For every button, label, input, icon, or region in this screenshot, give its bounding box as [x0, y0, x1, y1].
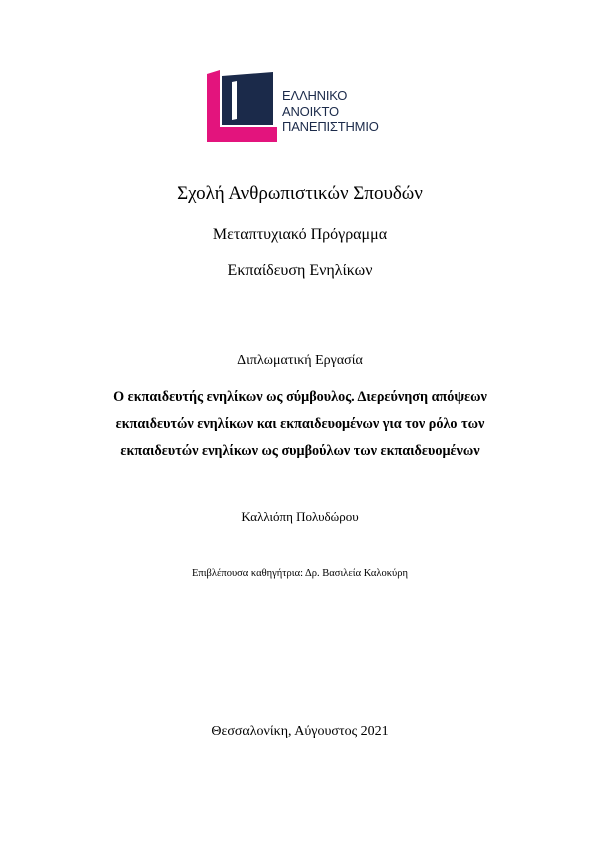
- university-logo-mark: [207, 70, 277, 142]
- specialization-name: Εκπαίδευση Ενηλίκων: [227, 262, 373, 279]
- thesis-type: Διπλωματική Εργασία: [237, 353, 363, 368]
- author-name: Καλλιόπη Πολυδώρου: [241, 509, 359, 524]
- thesis-title-line-2: εκπαιδευτών ενηλίκων και εκπαιδευομένων για τον ρόλο των: [115, 416, 485, 432]
- university-logo: [207, 70, 407, 142]
- thesis-title-line-1: Ο εκπαιδευτής ενηλίκων ως σύμβουλος. Διερεύνηση απόψεων: [113, 389, 487, 405]
- logo-line-3: ΠΑΝΕΠΙΣΤΗΜΙΟ: [282, 119, 379, 134]
- logo-line-1: ΕΛΛΗΝΙΚΟ: [282, 88, 348, 103]
- place-and-date: Θεσσαλονίκη, Αύγουστος 2021: [211, 724, 389, 739]
- thesis-title-line-3: εκπαιδευτών ενηλίκων ως συμβούλων των εκπαιδευομένων: [120, 443, 480, 459]
- thesis-title: [0, 384, 600, 465]
- program-name: Μεταπτυχιακό Πρόγραμμα: [212, 226, 388, 243]
- supervisor-line: Επιβλέπουσα καθηγήτρια: Δρ. Βασιλεία Καλοκύρη: [192, 568, 408, 579]
- school-name: Σχολή Ανθρωπιστικών Σπουδών: [177, 183, 423, 204]
- university-logo-text: [282, 88, 379, 135]
- logo-line-2: ΑΝΟΙΚΤΟ: [282, 103, 339, 119]
